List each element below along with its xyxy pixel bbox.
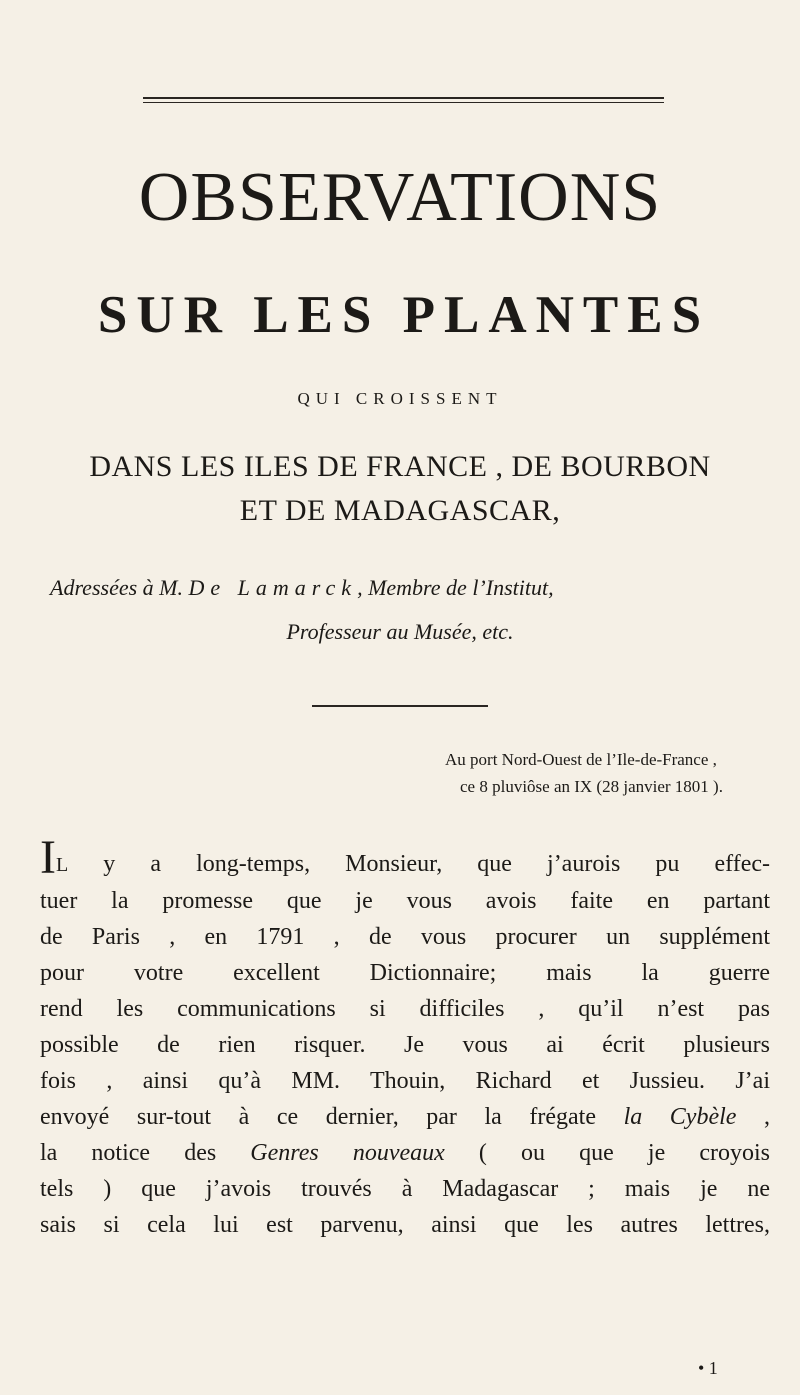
ship-name: la Cybèle: [623, 1104, 737, 1130]
body-line-1: [40, 831, 770, 884]
dateline-line1: Au port Nord-Ouest de l’Ile-de-France ,: [445, 750, 717, 769]
title-sub: SUR LES PLANTES: [97, 286, 711, 344]
body-line-8: [40, 1099, 770, 1135]
body-line-4: pour votre excellent Dictionnaire; mais la guerre: [40, 960, 770, 986]
subtitle-qui: QUI CROISSENT: [297, 389, 503, 408]
body-line-7: fois , ainsi qu’à MM. Thouin, Richard et Jussieu. J’ai: [40, 1068, 770, 1094]
body-line-5: rend les communications si difficiles , qu’il n’est pas: [40, 996, 770, 1022]
body-line-6: possible de rien risquer. Je vous ai écrit plusieurs: [40, 1032, 770, 1058]
subtitle-place-line1: DANS LES ILES DE FRANCE , DE BOURBON: [89, 450, 711, 483]
dateline-line2: ce 8 pluviôse an IX (28 janvier 1801 ).: [460, 777, 723, 796]
section-rule: [312, 705, 488, 707]
signature-mark: • 1: [698, 1358, 718, 1378]
body-line-9-before: la notice des: [40, 1140, 251, 1166]
body-line-9: [40, 1135, 770, 1171]
body-line-10: tels ) que j’avois trouvés à Madagascar ; mais je ne: [40, 1176, 770, 1202]
address-line2: Professeur au Musée, etc.: [286, 619, 514, 644]
address-prefix: Adressées à M.: [50, 575, 189, 600]
address-name: De Lamarck: [188, 575, 358, 600]
title-main: OBSERVATIONS: [138, 159, 662, 236]
drop-cap: I: [40, 831, 56, 884]
top-double-rule: [143, 97, 664, 103]
body-line-3: de Paris , en 1791 , de vous procurer un supplément: [40, 924, 770, 950]
genres-italic: Genres nouveaux: [250, 1140, 445, 1166]
address-suffix: , Membre de l’Institut,: [357, 575, 554, 600]
subtitle-place-line2: ET DE MADAGASCAR,: [239, 494, 561, 527]
address-line1: [50, 574, 750, 602]
body-line-8-before: envoyé sur-tout à ce dernier, par la frégate: [40, 1104, 624, 1130]
body-line-1-text: y a long-temps, Monsieur, que j’aurois pu effec-: [68, 851, 770, 877]
drop-cap-rest: L: [55, 854, 69, 876]
body-paragraph: [40, 831, 771, 1243]
body-line-9-after: ( ou que je croyois: [444, 1140, 770, 1166]
body-line-11: sais si cela lui est parvenu, ainsi que les autres lettres,: [40, 1212, 770, 1238]
body-line-8-after: ,: [736, 1104, 771, 1130]
body-line-2: tuer la promesse que je vous avois faite en partant: [40, 888, 770, 914]
